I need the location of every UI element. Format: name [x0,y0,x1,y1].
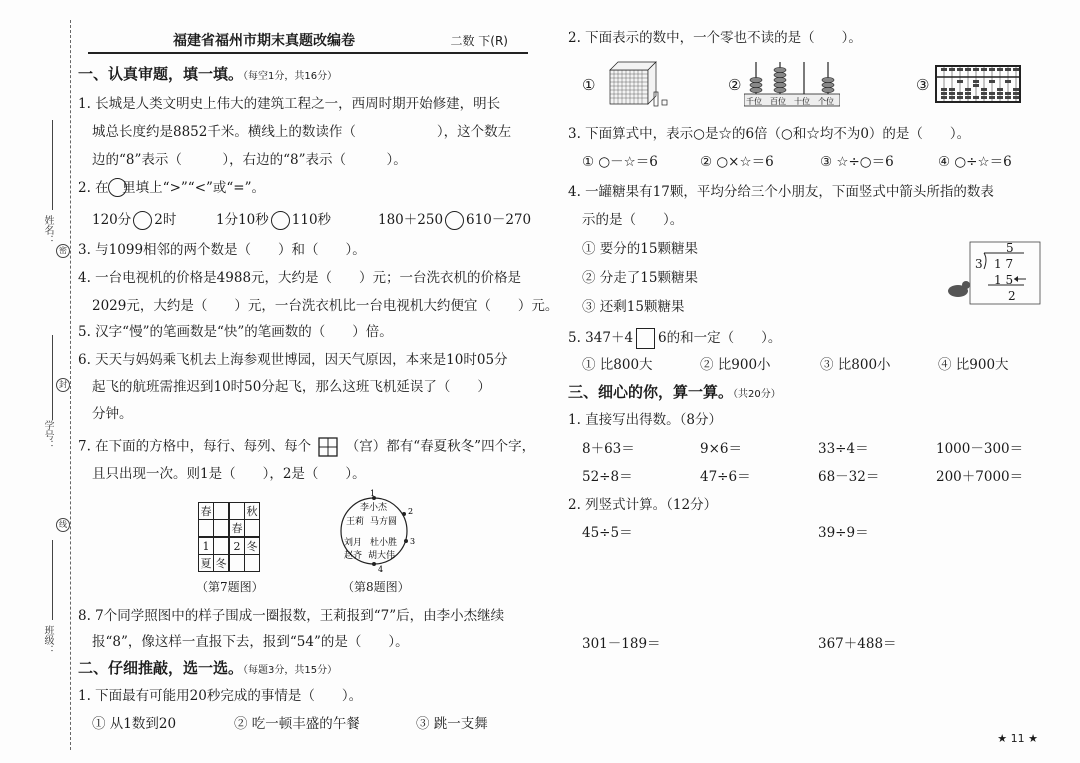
s2-q3-line: 3. 下面算式中，表示○是☆的6倍（○和☆均不为0）的是（ ）。 [568,126,971,142]
grade-label: 二数 下(R) [450,34,508,48]
q2-compare-3: 180＋250 610－270 [378,212,532,228]
s2-q3-option-4[interactable]: ④ ○÷☆＝6 [938,154,1012,170]
calc-item[interactable]: 47÷6＝ [700,469,751,485]
section-3-title: 三、细心的你，算一算。（共20分） [568,383,781,401]
palace-grid-icon [318,437,338,457]
s2-q4-option-3[interactable]: ③ 还剩15颗糖果 [582,299,685,315]
abacus-label: 千位 [746,97,762,106]
s2-q1-option-3[interactable]: ③ 跳一支舞 [416,716,488,732]
s2-q2-label-3[interactable]: ③ [916,76,930,94]
calc-item[interactable]: 200＋7000＝ [936,469,1024,485]
calc-item[interactable]: 52÷8＝ [582,469,633,485]
circle-num: 2 [408,507,414,516]
page-header [88,30,528,54]
q7-sudoku-grid: 春 秋 春 1 2 冬 夏 冬 [198,502,260,572]
small-cubes-figure [652,88,676,108]
name-label: 姓名： [42,215,53,245]
class-underline [52,540,53,620]
q7-line2: 且只出现一次。则1是（ ），2是（ ）。 [92,466,366,482]
student-name: 李小杰 [360,503,388,513]
vertical-calc-item[interactable]: 39÷9＝ [818,525,869,541]
q6-line3: 分钟。 [92,406,133,422]
student-name: 胡大伟 [368,551,396,561]
q8-line2: 报“8”，像这样一直报下去，报到“54”的是（ ）。 [92,634,409,650]
section-2-title: 二、仔细推敲，选一选。（每题3分，共15分） [78,659,338,677]
s2-q5-option-4[interactable]: ④ 比900大 [938,357,1009,373]
section-1-title: 一、认真审题，填一填。（每空1分，共16分） [78,65,338,83]
q1-line2: 城总长度约是8852千米。横线上的数读作（ ），这个数左 [92,124,512,140]
cube-blocks-figure [608,60,658,106]
q8-line1: 8. 7个同学照图中的样子围成一圈报数，王莉报到“7”后，由李小杰继续 [78,608,505,624]
vertical-calc-item[interactable]: 367＋488＝ [818,636,897,652]
vertical-calc-item[interactable]: 45÷5＝ [582,525,633,541]
q1-line3: 边的“8”表示（ ），右边的“8”表示（ ）。 [92,152,407,168]
compare-circle[interactable] [271,211,290,230]
calc-item[interactable]: 68－32＝ [818,469,880,485]
q2-line: 2. 在 里填上“>”“<”或“=”。 [78,180,266,196]
s2-q5-option-1[interactable]: ① 比800大 [582,357,653,373]
abacus-figure [934,62,1022,106]
s2-q1-option-2[interactable]: ② 吃一顿丰盛的午餐 [234,716,360,732]
q6-line1: 6. 天天与妈妈乘飞机去上海参观世博园，因天气原因，本来是10时05分 [78,352,508,368]
compare-circle[interactable] [445,211,464,230]
s2-q5-line: 5. 347＋4 6的和一定（ ）。 [568,328,781,349]
counting-frame-figure [744,58,840,108]
page-title: 福建省福州市期末真题改编卷 [173,33,355,49]
s2-q2-label-1[interactable]: ① [582,76,596,94]
s2-q1-option-1[interactable]: ① 从1数到20 [92,716,177,732]
q6-line2: 起飞的航班需推迟到10时50分起飞，那么这班飞机延误了（ ） [92,379,491,395]
s3-q2-line: 2. 列竖式计算。（12分） [568,497,718,513]
s2-q3-option-2[interactable]: ② ○×☆＝6 [700,154,774,170]
circle-num: 1 [370,489,376,498]
s2-q1-line: 1. 下面最有可能用20秒完成的事情是（ ）。 [78,688,363,704]
s2-q4-option-1[interactable]: ① 要分的15颗糖果 [582,241,698,257]
id-label: 学号： [42,420,53,450]
s2-q3-option-1[interactable]: ① ○－☆＝6 [582,154,658,170]
div-divisor: 3 [975,257,983,271]
abacus-label: 个位 [818,97,834,106]
s2-q4-option-2[interactable]: ② 分走了15颗糖果 [582,270,698,286]
q7-line1: 7. 在下面的方格中，每行、每列、每个 （宫）都有“春夏秋冬”四个字， [78,437,535,457]
q4-line2: 2029元，大约是（ ）元，一台洗衣机比一台电视机大约便宜（ ）元。 [92,298,559,314]
q1-line1: 1. 长城是人类文明史上伟大的建筑工程之一，西周时期开始修建，明长 [78,96,501,112]
calc-item[interactable]: 9×6＝ [700,441,742,457]
calc-item[interactable]: 8＋63＝ [582,441,635,457]
vertical-calc-item[interactable]: 301－189＝ [582,636,661,652]
s2-q3-option-3[interactable]: ③ ☆÷○＝6 [820,154,894,170]
s3-q1-line: 1. 直接写出得数。（8分） [568,412,723,428]
digit-box[interactable] [636,328,655,349]
q5-line: 5. 汉字“慢”的笔画数是“快”的笔画数的（ ）倍。 [78,324,393,340]
abacus-label: 百位 [770,97,786,106]
q2-compare-1: 120分 2时 [92,212,177,228]
circle-num: 3 [410,537,416,546]
abacus-label: 十位 [794,97,810,106]
q2-instruction-circle [108,178,127,197]
student-name: 刘月 [344,538,363,548]
div-quotient: 5 [1006,241,1014,255]
page-number: ★ 11 ★ [997,732,1038,745]
student-name: 赵齐 [344,551,363,561]
s2-q2-label-2[interactable]: ② [728,76,742,94]
seal-mark-2: 封 [56,378,70,392]
q3-line: 3. 与1099相邻的两个数是（ ）和（ ）。 [78,242,366,258]
q4-line1: 4. 一台电视机的价格是4988元，大约是（ ）元；一台洗衣机的价格是 [78,270,522,286]
circle-num: 4 [378,565,384,572]
q8-circle-figure [336,488,416,572]
binding-dashed-line [70,20,71,750]
calc-item[interactable]: 1000－300＝ [936,441,1024,457]
div-subtract: 1 5 [994,273,1014,287]
long-division-figure [944,241,1042,307]
name-underline [52,120,53,210]
s2-q4-line2: 示的是（ ）。 [582,212,684,228]
id-underline [52,335,53,420]
student-name: 杜小胜 [370,538,398,548]
q8-caption: （第8题图） [342,580,410,594]
seal-mark-1: 密 [56,244,70,258]
q7-caption: （第7题图） [196,580,264,594]
student-name: 马方圆 [370,517,398,527]
q2-compare-2: 1分10秒 110秒 [216,212,332,228]
student-name: 王莉 [346,517,365,527]
div-remainder: 2 [1008,289,1016,303]
div-dividend: 1 7 [994,257,1014,271]
calc-item[interactable]: 33÷4＝ [818,441,869,457]
s2-q4-line1: 4. 一罐糖果有17颗，平均分给三个小朋友，下面竖式中箭头所指的数表 [568,184,994,200]
seal-mark-3: 线 [56,518,70,532]
class-label: 班级： [42,625,53,655]
compare-circle[interactable] [133,211,152,230]
s2-q5-option-3[interactable]: ③ 比800小 [820,357,891,373]
s2-q2-line: 2. 下面表示的数中，一个零也不读的是（ ）。 [568,30,862,46]
s2-q5-option-2[interactable]: ② 比900小 [700,357,771,373]
